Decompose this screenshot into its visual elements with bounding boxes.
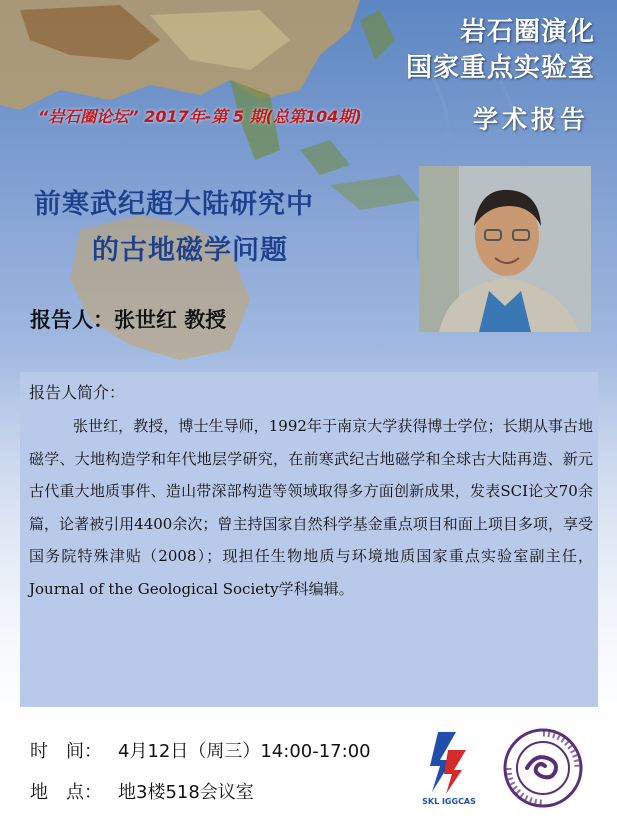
place-row	[30, 778, 254, 804]
svg-text:SKL IGGCAS: SKL IGGCAS	[422, 797, 476, 806]
lab-title	[355, 14, 595, 86]
lab-title-line2: 国家重点实验室	[405, 53, 595, 83]
place-value: 地3楼518会议室	[118, 782, 254, 803]
speaker-photo	[419, 166, 591, 332]
report-label: 学术报告	[472, 105, 589, 134]
speaker-line: 报告人：张世红 教授	[30, 308, 227, 332]
time-row	[30, 737, 371, 763]
bio-text: 张世红，教授，博士生导师，1992年于南京大学获得博士学位；长期从事古地磁学、大地构造学和年代地层学研究，在前寒武纪古地磁学和全球古大陆再造、新元古代重大地质事件、造山带深部构造等领域取得多方面创新成果，发表SCI论文70余篇，论著被引用4400余次；曾主持国家自然科学基金重点项目和面上项目多项，享受国务院特殊津贴（2008）；现担任生物地质与环境地质国家重点实验室副主任，Journal of the Geological Society学科编辑。	[29, 417, 593, 598]
talk-title	[34, 182, 394, 274]
forum-issue-line: “岩石圈论坛” 2017年-第 5 期(总第104期)	[38, 107, 362, 126]
talk-title-line2: 的古地磁学问题	[92, 235, 288, 266]
time-value: 4月12日（周三）14:00-17:00	[118, 741, 371, 762]
time-label: 时 间：	[30, 741, 102, 762]
institute-seal-logo	[503, 728, 583, 808]
talk-title-line1: 前寒武纪超大陆研究中	[34, 189, 314, 220]
lab-title-line1: 岩石圈演化	[459, 17, 595, 47]
bio-box	[20, 372, 598, 707]
place-label: 地 点：	[30, 782, 102, 803]
skl-iggcas-logo	[418, 730, 480, 808]
bio-heading: 报告人简介：	[29, 383, 126, 402]
